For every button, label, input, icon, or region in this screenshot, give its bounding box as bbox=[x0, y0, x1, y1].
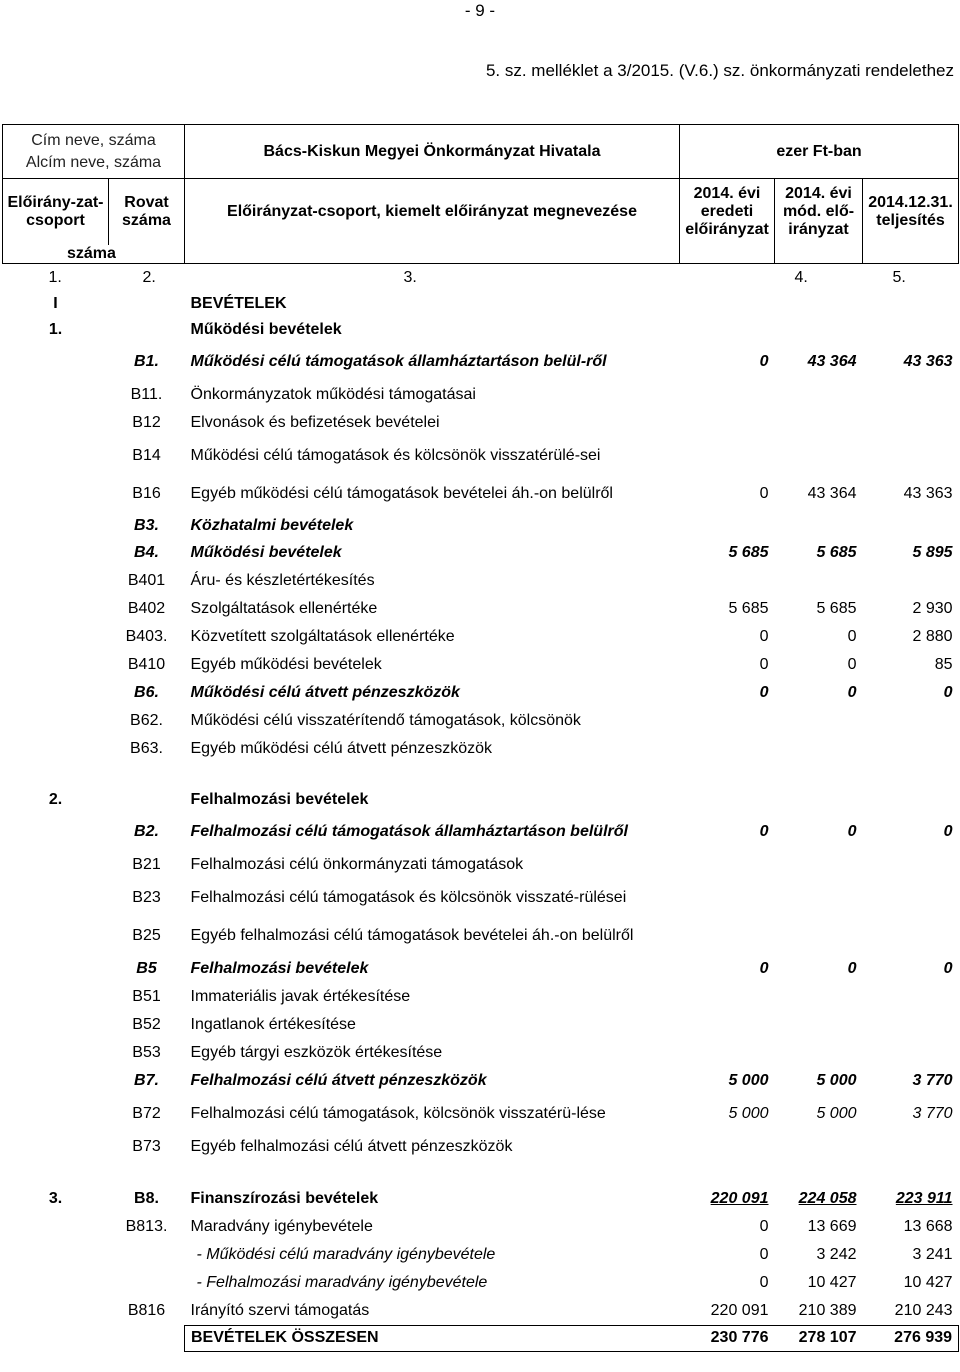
eredeti-value: 5 685 bbox=[728, 544, 769, 561]
item-name: BEVÉTELEK ÖSSZESEN bbox=[185, 1325, 680, 1351]
table-row bbox=[3, 475, 959, 513]
col-num-5: 5. bbox=[892, 268, 906, 286]
item-name: Felhalmozási célú támogatások államháztartáson belülről bbox=[190, 823, 628, 840]
item-name: Egyéb működési bevételek bbox=[190, 656, 382, 673]
modositott-value: 13 669 bbox=[807, 1218, 857, 1235]
item-name: Ingatlanok értékesítése bbox=[190, 1016, 356, 1033]
table-row bbox=[3, 1213, 959, 1241]
table-row bbox=[3, 595, 959, 623]
item-name: BEVÉTELEK bbox=[190, 295, 287, 312]
teljesites-value bbox=[863, 1133, 959, 1161]
rovat-code: B3. bbox=[134, 517, 159, 534]
group-code: I bbox=[53, 295, 58, 312]
group-code bbox=[3, 409, 109, 437]
header-row-3 bbox=[3, 245, 959, 264]
col-num-2: 2. bbox=[142, 268, 156, 286]
table-row bbox=[3, 735, 959, 763]
group-code bbox=[3, 679, 109, 707]
rovat-code: B410 bbox=[127, 656, 166, 673]
table-row bbox=[3, 651, 959, 679]
modositott-value bbox=[775, 983, 863, 1011]
table-row bbox=[3, 955, 959, 983]
rovat-code bbox=[109, 1161, 185, 1185]
teljesites-value: 3 770 bbox=[912, 1072, 953, 1089]
eredeti-value bbox=[680, 983, 775, 1011]
teljesites-value bbox=[863, 763, 959, 787]
eredeti-value bbox=[680, 1039, 775, 1067]
teljesites-value: 0 bbox=[943, 823, 953, 840]
cim-neve-label: Cím neve, száma bbox=[31, 131, 156, 149]
group-code bbox=[3, 1161, 109, 1185]
modositott-value: 5 685 bbox=[816, 544, 857, 561]
teljesites-value: 223 911 bbox=[895, 1190, 953, 1207]
rovat-code: B72 bbox=[132, 1105, 161, 1122]
group-code bbox=[3, 917, 109, 955]
item-name: Egyéb felhalmozási célú átvett pénzeszközök bbox=[190, 1138, 513, 1155]
spacer-row bbox=[3, 1161, 959, 1185]
eredeti-value: 0 bbox=[759, 960, 769, 977]
group-code bbox=[3, 1269, 109, 1297]
item-name: Egyéb felhalmozási célú támogatások bevételei áh.-on belülről bbox=[190, 927, 634, 944]
group-code bbox=[3, 1067, 109, 1095]
item-name: Felhalmozási bevételek bbox=[190, 791, 369, 808]
eredeti-value bbox=[680, 317, 775, 343]
modositott-value bbox=[775, 707, 863, 735]
rovat-code: B21 bbox=[132, 856, 161, 873]
modositott-value bbox=[775, 879, 863, 917]
teljesites-value bbox=[863, 437, 959, 475]
table-row bbox=[3, 1297, 959, 1325]
group-code bbox=[3, 567, 109, 595]
group-code: 3. bbox=[48, 1190, 63, 1207]
column-number-row bbox=[3, 263, 959, 291]
modositott-value bbox=[775, 409, 863, 437]
teljesites-value bbox=[863, 513, 959, 539]
item-name: Irányító szervi támogatás bbox=[190, 1301, 370, 1319]
table-row bbox=[3, 983, 959, 1011]
rovat-code: B63. bbox=[130, 740, 163, 757]
group-code bbox=[3, 475, 109, 513]
group-code bbox=[3, 1241, 109, 1269]
rovat-code bbox=[109, 1269, 185, 1297]
item-name: Felhalmozási bevételek bbox=[190, 960, 369, 977]
currency-unit: ezer Ft-ban bbox=[680, 125, 959, 179]
eredeti-value: 230 776 bbox=[680, 1325, 775, 1351]
item-name bbox=[185, 763, 680, 787]
teljesites-value: 276 939 bbox=[863, 1325, 959, 1351]
rovat-code: B16 bbox=[132, 485, 161, 502]
teljesites-value bbox=[863, 409, 959, 437]
eredeti-value bbox=[680, 513, 775, 539]
rovat-code: B6. bbox=[134, 684, 159, 701]
rovat-code bbox=[109, 317, 185, 343]
eredeti-value bbox=[680, 1133, 775, 1161]
col-header-teljesites: 2014.12.31. teljesítés bbox=[863, 179, 959, 245]
col-header-modositott: 2014. évi mód. elő-irányzat bbox=[775, 179, 863, 245]
modositott-value: 3 242 bbox=[816, 1246, 857, 1263]
eredeti-value: 0 bbox=[759, 684, 769, 701]
modositott-value: 0 bbox=[847, 960, 857, 977]
table-row bbox=[3, 1133, 959, 1161]
modositott-value bbox=[775, 735, 863, 763]
teljesites-value: 0 bbox=[943, 960, 953, 977]
modositott-value: 224 058 bbox=[798, 1190, 857, 1207]
modositott-value: 0 bbox=[847, 656, 857, 673]
eredeti-value: 220 091 bbox=[710, 1190, 769, 1207]
teljesites-value bbox=[863, 567, 959, 595]
table-row bbox=[3, 567, 959, 595]
rovat-code: B8. bbox=[134, 1190, 159, 1207]
szama-label: száma bbox=[3, 245, 185, 264]
rovat-code: B5 bbox=[136, 960, 157, 977]
rovat-code: B2. bbox=[134, 823, 159, 840]
budget-table bbox=[2, 124, 959, 1352]
teljesites-value: 85 bbox=[934, 656, 953, 673]
item-name: Működési bevételek bbox=[190, 544, 342, 561]
modositott-value: 43 364 bbox=[807, 485, 857, 502]
group-code bbox=[3, 513, 109, 539]
rovat-code: B403. bbox=[125, 628, 168, 645]
modositott-value: 0 bbox=[847, 628, 857, 645]
teljesites-value bbox=[863, 291, 959, 317]
teljesites-value bbox=[863, 879, 959, 917]
eredeti-value: 0 bbox=[759, 628, 769, 645]
teljesites-value: 3 770 bbox=[912, 1105, 953, 1122]
teljesites-value: 43 363 bbox=[903, 353, 953, 370]
item-name: Felhalmozási célú önkormányzati támogatások bbox=[190, 856, 524, 873]
table-row bbox=[3, 787, 959, 813]
teljesites-value: 2 930 bbox=[912, 600, 953, 617]
modositott-value bbox=[775, 317, 863, 343]
item-name: Egyéb működési célú támogatások bevételei áh.-on belülről bbox=[190, 485, 613, 502]
rovat-code: B7. bbox=[134, 1072, 159, 1089]
table-row bbox=[3, 381, 959, 409]
modositott-value: 5 000 bbox=[816, 1072, 857, 1089]
table-row bbox=[3, 813, 959, 851]
teljesites-value bbox=[863, 381, 959, 409]
modositott-value bbox=[775, 917, 863, 955]
rovat-code: B62. bbox=[130, 712, 163, 729]
teljesites-value bbox=[863, 1161, 959, 1185]
item-name: - Felhalmozási maradvány igénybevétele bbox=[196, 1274, 488, 1291]
eredeti-value bbox=[680, 1011, 775, 1039]
eredeti-value: 0 bbox=[759, 823, 769, 840]
col-header-eredeti: 2014. évi eredeti előirányzat bbox=[680, 179, 775, 245]
page-number: - 9 - bbox=[464, 1, 496, 20]
item-name: - Működési célú maradvány igénybevétele bbox=[196, 1246, 496, 1263]
table-row bbox=[3, 679, 959, 707]
eredeti-value bbox=[680, 763, 775, 787]
rovat-code: B1. bbox=[134, 353, 159, 370]
table-row bbox=[3, 343, 959, 381]
eredeti-value bbox=[680, 735, 775, 763]
rovat-code: B813. bbox=[125, 1218, 168, 1235]
modositott-value bbox=[775, 1011, 863, 1039]
eredeti-value: 5 685 bbox=[728, 600, 769, 617]
rovat-code bbox=[109, 1325, 185, 1351]
eredeti-value bbox=[680, 291, 775, 317]
table-row bbox=[3, 317, 959, 343]
table-row bbox=[3, 1241, 959, 1269]
table-row bbox=[3, 623, 959, 651]
teljesites-value bbox=[863, 851, 959, 879]
modositott-value bbox=[775, 1133, 863, 1161]
group-code bbox=[3, 595, 109, 623]
eredeti-value: 5 000 bbox=[728, 1072, 769, 1089]
table-row bbox=[3, 409, 959, 437]
eredeti-value: 220 091 bbox=[710, 1301, 769, 1319]
rovat-code: B12 bbox=[132, 414, 161, 431]
item-name: Immateriális javak értékesítése bbox=[190, 988, 411, 1005]
item-name: Egyéb tárgyi eszközök értékesítése bbox=[190, 1044, 443, 1061]
teljesites-value bbox=[863, 1039, 959, 1067]
teljesites-value bbox=[863, 317, 959, 343]
teljesites-value bbox=[863, 917, 959, 955]
teljesites-value: 0 bbox=[943, 684, 953, 701]
item-name: Működési bevételek bbox=[190, 321, 342, 338]
table-row bbox=[3, 437, 959, 475]
item-name: Felhalmozási célú átvett pénzeszközök bbox=[190, 1072, 487, 1089]
group-code bbox=[3, 1325, 109, 1351]
rovat-code: B52 bbox=[132, 1016, 161, 1033]
teljesites-value bbox=[863, 1011, 959, 1039]
group-code bbox=[3, 813, 109, 851]
rovat-code bbox=[109, 763, 185, 787]
modositott-value bbox=[775, 1039, 863, 1067]
eredeti-value: 0 bbox=[759, 1246, 769, 1263]
annex-reference: 5. sz. melléklet a 3/2015. (V.6.) sz. önkormányzati rendelethez bbox=[485, 61, 954, 80]
table-row bbox=[3, 539, 959, 567]
eredeti-value bbox=[680, 1161, 775, 1185]
item-name: Közvetített szolgáltatások ellenértéke bbox=[190, 628, 455, 645]
group-code bbox=[3, 539, 109, 567]
item-name: Elvonások és befizetések bevételei bbox=[190, 414, 440, 431]
group-code bbox=[3, 651, 109, 679]
rovat-code bbox=[109, 787, 185, 813]
teljesites-value bbox=[863, 983, 959, 1011]
teljesites-value: 10 427 bbox=[903, 1274, 953, 1291]
table-row bbox=[3, 1325, 959, 1351]
eredeti-value: 0 bbox=[759, 656, 769, 673]
eredeti-value: 0 bbox=[759, 1218, 769, 1235]
eredeti-value: 0 bbox=[759, 1274, 769, 1291]
teljesites-value: 43 363 bbox=[903, 485, 953, 502]
teljesites-value: 3 241 bbox=[912, 1246, 953, 1263]
table-row bbox=[3, 707, 959, 735]
eredeti-value bbox=[680, 437, 775, 475]
modositott-value: 0 bbox=[847, 823, 857, 840]
group-code bbox=[3, 1297, 109, 1325]
modositott-value bbox=[775, 437, 863, 475]
eredeti-value bbox=[680, 409, 775, 437]
modositott-value bbox=[775, 567, 863, 595]
eredeti-value bbox=[680, 381, 775, 409]
group-code: 1. bbox=[48, 321, 63, 338]
col-num-1: 1. bbox=[48, 268, 62, 286]
group-code bbox=[3, 381, 109, 409]
group-code bbox=[3, 343, 109, 381]
modositott-value bbox=[775, 851, 863, 879]
table-row bbox=[3, 513, 959, 539]
item-name: Áru- és készletértékesítés bbox=[190, 572, 375, 589]
modositott-value: 210 389 bbox=[798, 1301, 857, 1319]
group-code bbox=[3, 983, 109, 1011]
rovat-code: B402 bbox=[127, 600, 166, 617]
eredeti-value: 5 000 bbox=[728, 1105, 769, 1122]
table-row bbox=[3, 1269, 959, 1297]
rovat-code: B53 bbox=[132, 1044, 161, 1061]
modositott-value bbox=[775, 1161, 863, 1185]
rovat-code: B73 bbox=[132, 1138, 161, 1155]
item-name: Felhalmozási célú támogatások, kölcsönök visszatérü-lése bbox=[190, 1105, 606, 1122]
rovat-code: B4. bbox=[134, 544, 159, 561]
item-name: Finanszírozási bevételek bbox=[190, 1190, 379, 1207]
group-code bbox=[3, 763, 109, 787]
rovat-code: B401 bbox=[127, 572, 166, 589]
eredeti-value bbox=[680, 567, 775, 595]
group-code bbox=[3, 1133, 109, 1161]
rovat-code bbox=[109, 291, 185, 317]
col-header-eloiranyzat-csoport: Előirány-zat-csoport bbox=[3, 179, 109, 245]
modositott-value: 10 427 bbox=[807, 1274, 857, 1291]
teljesites-value: 210 243 bbox=[894, 1301, 953, 1319]
item-name: Működési célú visszatérítendő támogatások, kölcsönök bbox=[190, 712, 581, 729]
rovat-code: B51 bbox=[132, 988, 161, 1005]
teljesites-value bbox=[863, 735, 959, 763]
rovat-code bbox=[109, 1241, 185, 1269]
group-code bbox=[3, 1213, 109, 1241]
group-code bbox=[3, 879, 109, 917]
eredeti-value: 0 bbox=[759, 353, 769, 370]
eredeti-value bbox=[680, 917, 775, 955]
item-name: Közhatalmi bevételek bbox=[190, 517, 354, 534]
group-code bbox=[3, 707, 109, 735]
group-code bbox=[3, 623, 109, 651]
teljesites-value: 5 895 bbox=[912, 544, 953, 561]
teljesites-value: 13 668 bbox=[903, 1218, 953, 1235]
item-name: Felhalmozási célú támogatások és kölcsönök visszaté-rülései bbox=[190, 889, 627, 906]
modositott-value bbox=[775, 381, 863, 409]
modositott-value bbox=[775, 763, 863, 787]
col-num-3: 3. bbox=[403, 268, 417, 286]
modositott-value: 278 107 bbox=[775, 1325, 863, 1351]
group-code bbox=[3, 735, 109, 763]
col-num-4: 4. bbox=[794, 268, 808, 286]
modositott-value: 0 bbox=[847, 684, 857, 701]
rovat-code: B11. bbox=[130, 386, 163, 403]
col-header-rovat: Rovat száma bbox=[109, 179, 185, 245]
table-row bbox=[3, 1095, 959, 1133]
group-code bbox=[3, 1039, 109, 1067]
group-code bbox=[3, 437, 109, 475]
modositott-value: 5 685 bbox=[816, 600, 857, 617]
rovat-code: B14 bbox=[132, 447, 161, 464]
modositott-value: 43 364 bbox=[807, 353, 857, 370]
table-row bbox=[3, 1039, 959, 1067]
table-row bbox=[3, 291, 959, 317]
header-row-1 bbox=[3, 125, 959, 179]
modositott-value bbox=[775, 513, 863, 539]
group-code bbox=[3, 1095, 109, 1133]
rovat-code: B25 bbox=[132, 927, 161, 944]
rovat-code: B816 bbox=[127, 1302, 166, 1319]
col-header-megnevezes: Előirányzat-csoport, kiemelt előirányzat megnevezése bbox=[185, 179, 680, 245]
item-name bbox=[185, 1161, 680, 1185]
eredeti-value bbox=[680, 787, 775, 813]
modositott-value bbox=[775, 291, 863, 317]
group-code: 2. bbox=[48, 791, 63, 808]
item-name: Működési célú átvett pénzeszközök bbox=[190, 684, 460, 701]
modositott-value bbox=[775, 787, 863, 813]
group-code bbox=[3, 955, 109, 983]
table-row bbox=[3, 1011, 959, 1039]
group-code bbox=[3, 1011, 109, 1039]
teljesites-value: 2 880 bbox=[912, 628, 953, 645]
eredeti-value: 0 bbox=[759, 485, 769, 502]
modositott-value: 5 000 bbox=[816, 1105, 857, 1122]
header-row-2 bbox=[3, 179, 959, 245]
rovat-code: B23 bbox=[132, 889, 161, 906]
item-name: Működési célú támogatások államháztartáson belül-ről bbox=[190, 353, 607, 370]
teljesites-value bbox=[863, 707, 959, 735]
item-name: Maradvány igénybevétele bbox=[190, 1218, 373, 1235]
table-row bbox=[3, 1185, 959, 1213]
eredeti-value bbox=[680, 879, 775, 917]
item-name: Önkormányzatok működési támogatásai bbox=[190, 386, 476, 403]
table-row bbox=[3, 1067, 959, 1095]
spacer-row bbox=[3, 763, 959, 787]
item-name: Egyéb működési célú átvett pénzeszközök bbox=[190, 740, 492, 757]
eredeti-value bbox=[680, 707, 775, 735]
institution-name: Bács-Kiskun Megyei Önkormányzat Hivatala bbox=[185, 125, 680, 179]
table-row bbox=[3, 851, 959, 879]
table-row bbox=[3, 917, 959, 955]
group-code bbox=[3, 851, 109, 879]
table-row bbox=[3, 879, 959, 917]
eredeti-value bbox=[680, 851, 775, 879]
item-name: Szolgáltatások ellenértéke bbox=[190, 600, 378, 617]
teljesites-value bbox=[863, 787, 959, 813]
alcim-neve-label: Alcím neve, száma bbox=[25, 153, 162, 171]
item-name: Működési célú támogatások és kölcsönök visszatérülé-sei bbox=[190, 447, 601, 464]
